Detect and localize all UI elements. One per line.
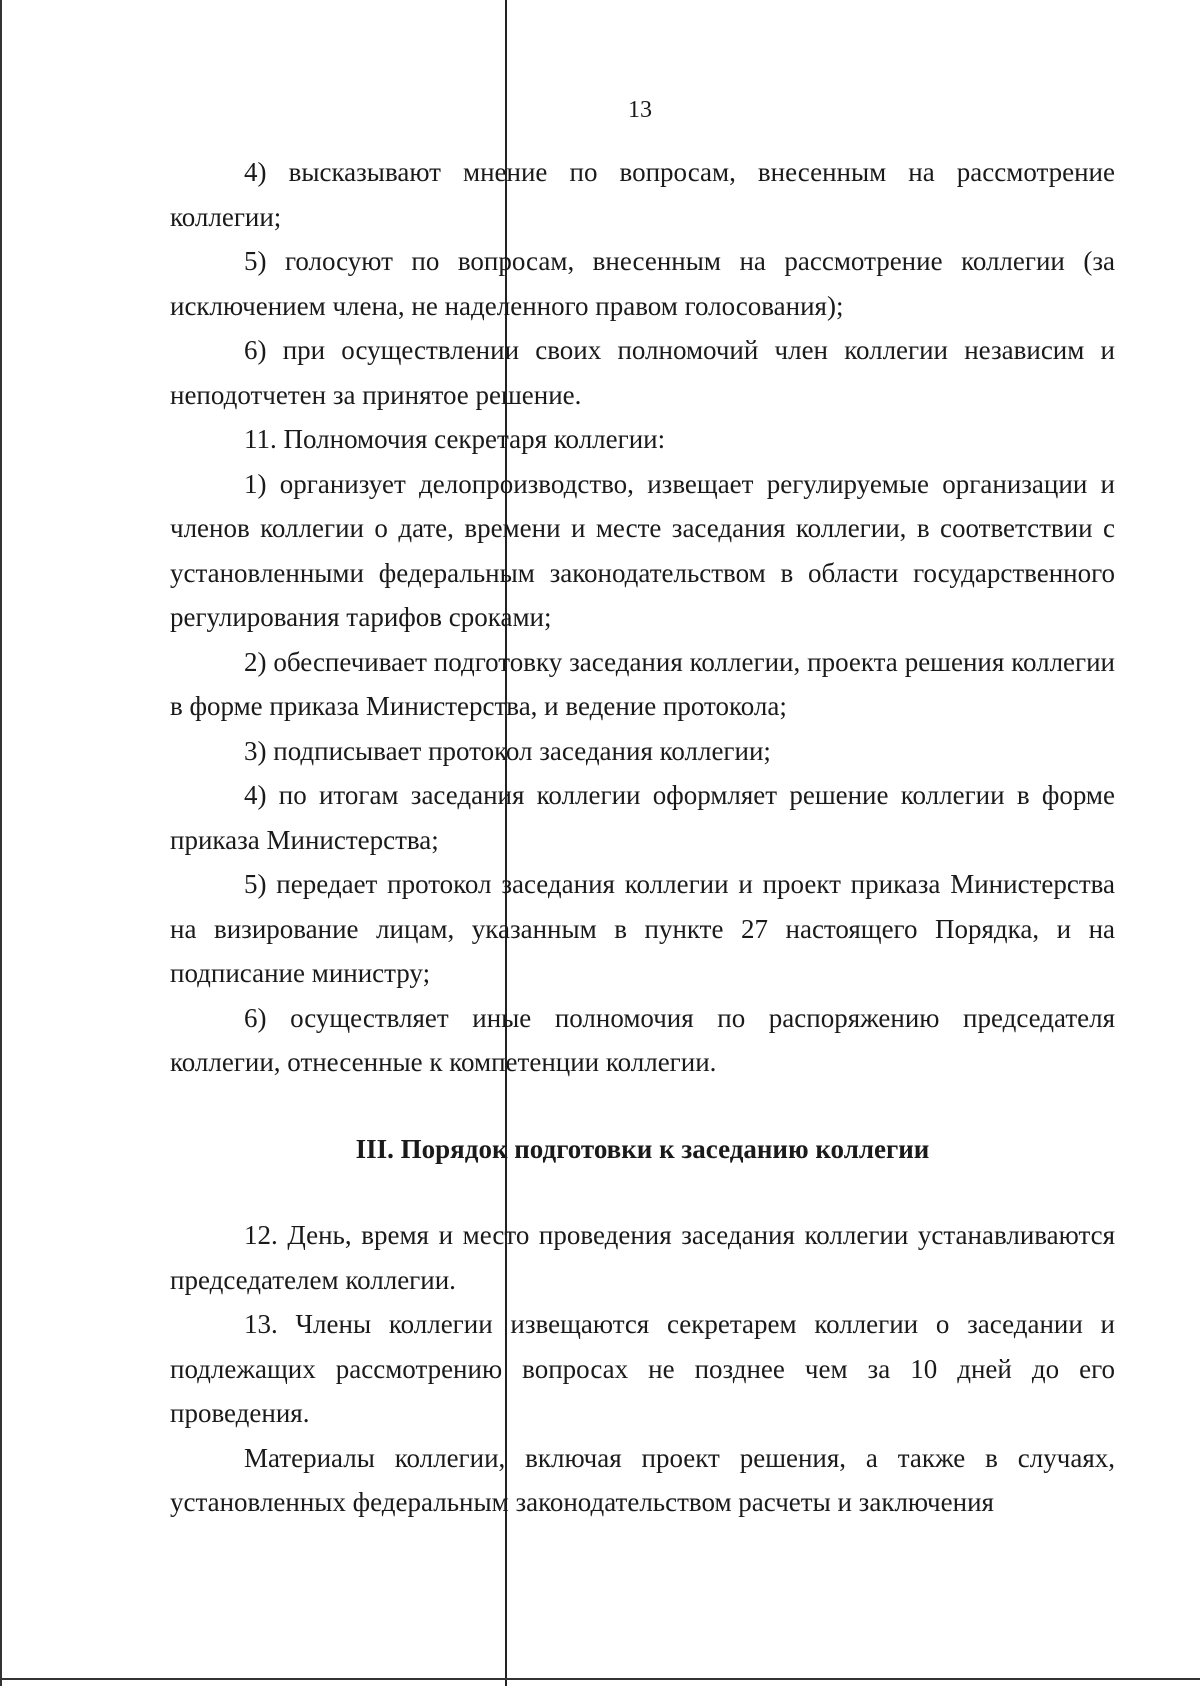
- document-body: [170, 150, 1115, 1525]
- paragraph: 13. Члены коллегии извещаются секретарем коллегии о заседании и подлежащих рассмотрению вопросах не позднее чем за 10 дней до его проведения.: [170, 1309, 1115, 1428]
- paragraph: 6) при осуществлении своих полномочий член коллегии независим и неподотчетен за принятое решение.: [170, 335, 1115, 410]
- scan-edge-left: [0, 0, 2, 1686]
- paragraph: 11. Полномочия секретаря коллегии:: [244, 424, 666, 454]
- paragraph: Материалы коллегии, включая проект решения, а также в случаях, установленных федеральным законодательством расчеты и заключения: [170, 1442, 1115, 1517]
- paragraph: 5) голосуют по вопросам, внесенным на рассмотрение коллегии (за исключением члена, не наделенного правом голосования);: [170, 246, 1115, 321]
- scan-edge-bottom: [0, 1678, 1200, 1680]
- section-heading: III. Порядок подготовки к заседанию коллегии: [355, 1133, 930, 1164]
- paragraph: 4) по итогам заседания коллегии оформляет решение коллегии в форме приказа Министерства;: [170, 780, 1115, 855]
- paragraph: 2) обеспечивает подготовку заседания коллегии, проекта решения коллегии в форме приказа Министерства, и ведение протокола;: [170, 646, 1115, 721]
- paragraph: 3) подписывает протокол заседания коллегии;: [244, 735, 771, 766]
- paragraph: 4) высказывают мнение по вопросам, внесенным на рассмотрение коллегии;: [170, 157, 1115, 232]
- paragraph: 1) организует делопроизводство, извещает регулируемые организации и членов коллегии о дате, времени и месте заседания коллегии, в соответствии с установленными федеральным законодательством в области государственного регулирования тарифов сроками;: [170, 468, 1115, 632]
- page-number: 13: [628, 97, 652, 123]
- paragraph: 12. День, время и место проведения заседания коллегии устанавливаются председателем коллегии.: [170, 1220, 1115, 1295]
- paragraph: 5) передает протокол заседания коллегии и проект приказа Министерства на визирование лицам, указанным в пункте 27 настоящего Порядка, и на подписание министру;: [170, 869, 1115, 988]
- paragraph: 6) осуществляет иные полномочия по распоряжению председателя коллегии, отнесенные к компетенции коллегии.: [170, 1002, 1115, 1077]
